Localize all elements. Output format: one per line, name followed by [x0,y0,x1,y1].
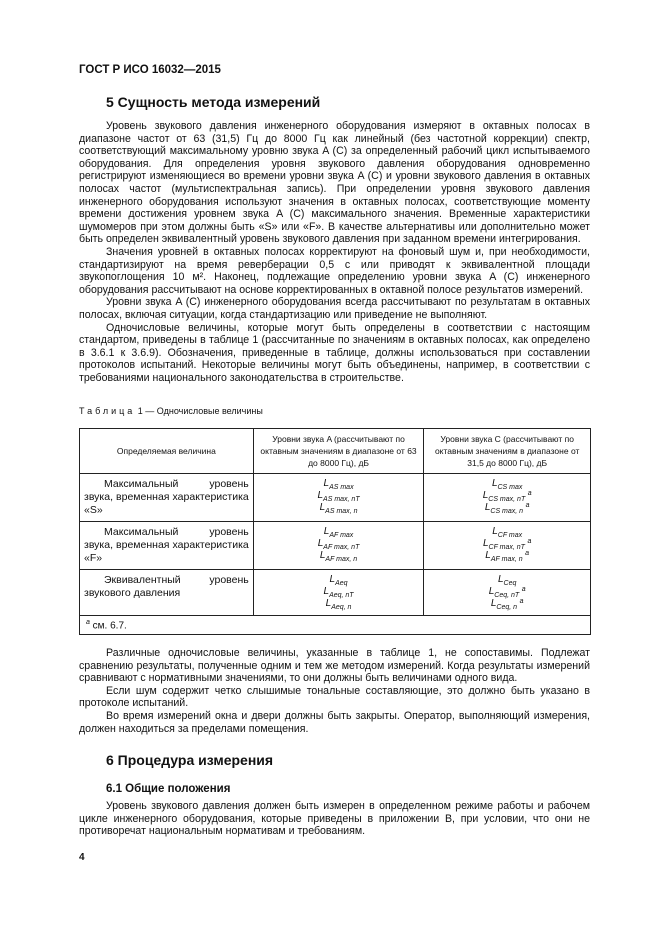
symbol-subscript: AS max, n [325,508,358,515]
symbol [428,478,586,490]
caption-text: 1 — Одночисловые величины [135,406,263,416]
table-footnote-row [80,616,591,635]
section-5-title: 5 Сущность метода измерений [106,94,321,110]
section-6-1-title: 6.1 Общие положения [106,783,231,795]
symbol [258,490,420,502]
page-number: 4 [79,852,85,863]
symbol [428,598,586,610]
symbol-base: L [325,598,332,609]
symbol-subscript: AF max [329,532,354,539]
footnote-mark: a [86,619,90,626]
a-weighted-symbols-cell [253,522,424,570]
symbol [428,526,586,538]
table-header-row [80,429,591,474]
c-weighted-symbols-cell [424,570,591,616]
symbol [258,550,420,562]
table-row [80,474,591,522]
a-weighted-symbols-cell [253,474,424,522]
paragraph: Уровни звука A (C) инженерного оборудования всегда рассчитывают по результатам в октавных полосах, включая ситуации, когда стандартизацию или приведение не выполняют. [79,296,590,321]
section-6-title: 6 Процедура измерения [106,752,274,768]
symbol-base: L [323,586,330,597]
symbol-subscript: Aeq [335,580,348,587]
symbol-subscript: Ceq [503,580,517,587]
table-caption [79,406,263,416]
c-weighted-symbols-cell [424,474,591,522]
symbol-subscript: CS max [497,484,523,491]
paragraph: Если шум содержит четко слышимые тональные составляющие, это должно быть указано в протоколе испытаний. [79,684,590,710]
table-row [80,570,591,616]
symbol-base: L [490,598,497,609]
column-header: Уровни звука A (рассчитывают по октавным значениям в диапазоне от 63 до 8000 Гц), дБ [253,429,424,474]
symbol-superscript: a [525,550,530,557]
table-footnote [80,616,591,635]
a-weighted-symbols-cell [253,570,424,616]
column-header: Определяемая величина [80,429,254,474]
symbol [258,574,420,586]
symbol-base: L [323,526,330,537]
symbol-subscript: AS max [329,484,354,491]
footnote-text: см. 6.7. [89,620,127,632]
symbol-base: L [497,574,504,585]
symbol [258,598,420,610]
symbol [428,490,586,502]
symbol [428,538,586,550]
symbol-base: L [317,538,324,549]
symbol-subscript: Ceq, nT [494,592,520,599]
section-5-body [79,120,590,384]
column-header: Уровни звука C (рассчитывают по октавным значениям в диапазоне от 31,5 до 8000 Гц), дБ [424,429,591,474]
single-number-quantities-table [79,428,591,635]
paragraph: Во время измерений окна и двери должны быть закрыты. Оператор, выполняющий измерения, должен находиться за пределами помещения. [79,709,590,735]
paragraph: Уровень звукового давления должен быть измерен в определенном режиме работы и рабочем цикле инженерного оборудования, которые приведены в приложении В, при условии, что они не противоречат национальным нормативам и требованиям. [79,800,590,838]
symbol-base: L [482,490,489,501]
symbol-base: L [485,550,491,561]
symbol-base: L [323,478,330,489]
symbol-base: L [488,586,495,597]
symbol [258,526,420,538]
paragraph: Различные одночисловые величины, указанные в таблице 1, не сопоставимы. Подлежат сравнению результаты, полученные одним и тем же методом измерений. Когда результаты измерений сравнивают с нормативными значениями, то они должны быть величинами одного вида. [79,647,590,685]
quantity-cell: Максимальный уровень звука, временная характеристика «S» [80,474,254,522]
symbol [258,478,420,490]
document-header: ГОСТ Р ИСО 16032—2015 [79,64,221,76]
symbol-base: L [492,526,498,537]
quantity-cell: Эквивалентный уровень звукового давления [80,570,254,616]
symbol [428,550,586,562]
symbol-subscript: Ceq, n [496,604,518,611]
symbol-superscript: a [521,586,526,593]
symbol [428,502,586,514]
symbol-subscript: CS max, n [490,508,524,515]
paragraph: Значения уровней в октавных полосах корректируют на фоновый шум и, при необходимости, стандартизируют на время реверберации 0,5 с или приводят к эквивалентной площади звукопоглощения 10 м². Наконец, подлежащие определению уровни звука A (C) инженерного оборудования рассчитывают на основе корректированных в октавной полосе результатов измерений. [79,245,590,296]
symbol [428,586,586,598]
symbol-subscript: CS max, nT [488,496,526,503]
symbol-subscript: AF max, n [325,556,358,563]
symbol-base: L [319,502,326,513]
symbol [428,574,586,586]
quantity-cell: Максимальный уровень звука, временная характеристика «F» [80,522,254,570]
symbol-base: L [319,550,326,561]
paragraph: Одночисловые величины, которые могут быть определены в соответствии с настоящим стандартом, приведены в таблице 1 (рассчитанные по значениям в октавных полосах, как определено в 3.6.1 к 3.6.9). Обозначения, приведенные в таблице, должны использоваться при составлении протоколов испытаний. Некоторые величины могут быть объединены, например, в соответствии с требованиями национального законодательства в строительстве. [79,321,590,384]
symbol-subscript: CF max, nT [488,544,525,551]
symbol-subscript: AF max, nT [323,544,360,551]
symbol-base: L [317,490,324,501]
symbol-base: L [482,538,489,549]
symbol [258,538,420,550]
symbol-subscript: Aeq, n [331,604,352,611]
symbol-subscript: AF max, n [490,556,523,563]
symbol [258,502,420,514]
symbol-superscript: a [525,502,530,509]
after-table-body [79,647,590,735]
symbol-base: L [329,574,336,585]
symbol-superscript: a [527,490,532,497]
symbol [258,586,420,598]
section-6-1-body [79,800,590,838]
symbol-base: L [484,502,491,513]
symbol-superscript: a [527,538,532,545]
paragraph: Уровень звукового давления инженерного оборудования измеряют в октавных полосах в диапазоне частот от 63 (31,5) Гц до 8000 Гц как линейный (без частотной коррекции) спектр, соответствующий максимальному уровню звука A (C) за определенный рабочий цикл испытываемого оборудования. Для определения уровня звукового давления оборудования одновременно регистрируют изменяющиеся во времени уровни звука A (C) и уровни звукового давления в октавных полосах частот (мультиспектральная запись). При определении уровня звукового давления инженерного оборудования используют значения в октавных полосах, соответствующие моменту времени достижения уровнем звука A (C) максимального значения. Временные характеристики шумомеров при этом должны быть «S» или «F». В качестве альтернативы или дополнительно может быть определен эквивалентный уровень звукового давления при заданном времени интегрирования. [79,120,590,246]
symbol-subscript: AS max, nT [323,496,360,503]
symbol-base: L [491,478,498,489]
caption-label: Таблица [79,406,136,416]
symbol-subscript: CF max [497,532,523,539]
table-row [80,522,591,570]
c-weighted-symbols-cell [424,522,591,570]
symbol-superscript: a [519,598,524,605]
symbol-subscript: Aeq, nT [329,592,354,599]
